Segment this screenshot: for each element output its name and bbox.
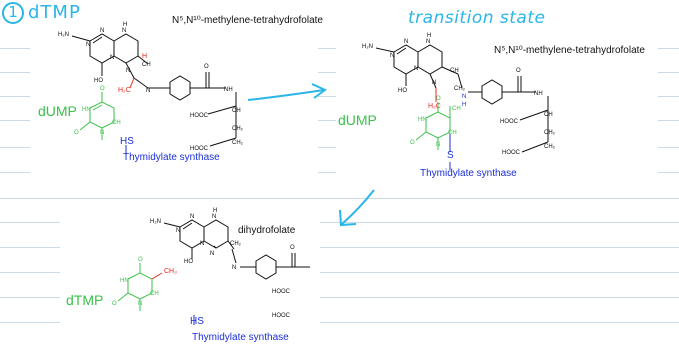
svg-text:N: N: [210, 251, 215, 257]
svg-text:CH₂: CH₂: [454, 86, 465, 92]
svg-text:CH: CH: [112, 120, 121, 126]
svg-text:O: O: [410, 140, 415, 146]
svg-text:NH: NH: [534, 91, 543, 97]
svg-text:CH: CH: [452, 106, 461, 112]
panel-1-enzyme-thiol: HS: [120, 136, 134, 147]
svg-text:CH: CH: [142, 62, 151, 68]
svg-text:HN: HN: [120, 278, 129, 284]
svg-text:H: H: [462, 102, 467, 108]
svg-text:O: O: [516, 68, 521, 74]
section-title: dTMP: [28, 2, 81, 23]
svg-text:CH₂: CH₂: [232, 140, 243, 146]
transition-state-heading: transition state: [408, 8, 546, 28]
svg-text:N: N: [190, 214, 195, 220]
svg-text:H: H: [142, 53, 148, 60]
svg-text:HO: HO: [184, 259, 193, 265]
arrow-right: [244, 80, 334, 110]
svg-text:H₂N: H₂N: [150, 219, 161, 225]
panel-1-enzyme-name: Thymidylate synthase: [123, 152, 220, 163]
panel-3-enzyme-name: Thymidylate synthase: [192, 332, 289, 343]
svg-text:N: N: [100, 28, 105, 34]
panel-1-cofactor-label: N⁵,N¹⁰-methylene-tetrahydrofolate: [172, 15, 323, 26]
svg-text:H₂N: H₂N: [58, 32, 69, 38]
svg-text:N: N: [232, 265, 237, 271]
svg-text:HN: HN: [82, 107, 91, 113]
svg-text:CH: CH: [450, 68, 459, 74]
svg-text:O: O: [436, 96, 441, 102]
section-number: 1: [8, 3, 18, 21]
svg-text:CH₂: CH₂: [232, 126, 243, 132]
svg-text:CH₂: CH₂: [544, 144, 555, 150]
svg-text:H: H: [123, 22, 128, 28]
panel-1-substrate-label: dUMP: [38, 103, 77, 119]
svg-text:N: N: [404, 39, 409, 45]
svg-text:H₂N: H₂N: [362, 44, 373, 50]
arrow-down-left: [330, 186, 380, 232]
svg-text:N: N: [146, 88, 151, 94]
panel-2-enzyme-name: Thymidylate synthase: [420, 168, 517, 179]
svg-text:N: N: [436, 142, 441, 148]
svg-text:NH: NH: [224, 87, 233, 93]
svg-text:N: N: [176, 228, 181, 234]
panel-2-cofactor-label: N⁵,N¹⁰-methylene-tetrahydrofolate: [494, 45, 645, 56]
svg-text:HOOC: HOOC: [272, 289, 290, 295]
svg-text:HOOC: HOOC: [190, 146, 208, 152]
svg-text:HOOC: HOOC: [500, 119, 518, 125]
panel-3-product-label: dTMP: [66, 292, 104, 308]
svg-text:N: N: [86, 42, 91, 48]
svg-text:N: N: [200, 241, 205, 247]
svg-text:N: N: [138, 301, 143, 307]
svg-text:CH: CH: [232, 108, 241, 114]
panel-3-cofactor-label: dihydrofolate: [238, 225, 296, 236]
svg-text:H: H: [213, 208, 218, 214]
svg-text:CH: CH: [448, 130, 457, 136]
svg-text:CH: CH: [544, 112, 553, 118]
svg-text:O: O: [74, 130, 79, 136]
svg-text:CH: CH: [150, 291, 159, 297]
svg-text:CH₃: CH₃: [164, 268, 177, 275]
svg-text:N: N: [110, 55, 115, 61]
svg-text:O: O: [100, 86, 105, 92]
svg-text:H: H: [427, 33, 432, 39]
svg-text:O: O: [138, 257, 143, 263]
svg-text:H₂C: H₂C: [428, 103, 441, 110]
svg-text:HO: HO: [94, 78, 103, 84]
panel-2-substrate-label: dUMP: [338, 112, 377, 128]
svg-text:N: N: [100, 130, 105, 136]
svg-text:HN: HN: [418, 117, 427, 123]
svg-text:N: N: [212, 214, 217, 220]
svg-text:CH₂: CH₂: [544, 130, 555, 136]
svg-text:O: O: [204, 64, 209, 70]
svg-text:HO: HO: [398, 88, 407, 94]
svg-text:N: N: [462, 94, 467, 100]
panel-2-enzyme-thiol: S: [447, 150, 454, 161]
svg-text:HOOC: HOOC: [502, 150, 520, 156]
svg-text:N: N: [426, 39, 431, 45]
svg-text:N: N: [390, 53, 395, 59]
svg-text:O: O: [290, 245, 295, 251]
svg-text:N: N: [414, 66, 419, 72]
svg-text:O: O: [112, 301, 117, 307]
svg-text:HOOC: HOOC: [190, 113, 208, 119]
svg-text:HOOC: HOOC: [272, 313, 290, 319]
panel-3-enzyme-thiol: HS: [190, 316, 204, 327]
svg-text:H₂C: H₂C: [118, 87, 131, 94]
svg-text:N: N: [432, 80, 437, 86]
svg-text:CH₂: CH₂: [230, 241, 241, 247]
svg-text:N: N: [122, 28, 127, 34]
svg-text:N: N: [126, 68, 131, 74]
